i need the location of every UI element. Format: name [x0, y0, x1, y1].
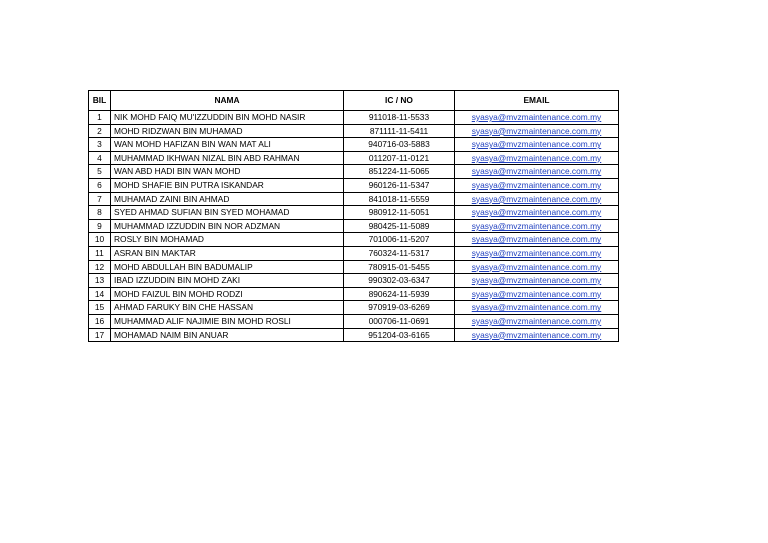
staff-table — [88, 90, 619, 342]
email-link[interactable]: syasya@mvzmaintenance.com.my — [471, 179, 602, 190]
cell-ic: 951204-03-6165 — [344, 328, 455, 342]
email-link[interactable]: syasya@mvzmaintenance.com.my — [471, 166, 602, 177]
cell-email — [455, 260, 619, 274]
cell-email — [455, 151, 619, 165]
cell-ic: 980912-11-5051 — [344, 206, 455, 220]
header-ic: IC / NO — [344, 91, 455, 111]
table-row — [89, 138, 619, 152]
cell-email — [455, 233, 619, 247]
cell-nama: MOHD ABDULLAH BIN BADUMALIP — [111, 260, 344, 274]
header-nama: NAMA — [111, 91, 344, 111]
cell-ic: 940716-03-5883 — [344, 138, 455, 152]
table-row — [89, 314, 619, 328]
cell-ic: 970919-03-6269 — [344, 301, 455, 315]
email-link[interactable]: syasya@mvzmaintenance.com.my — [471, 234, 602, 245]
cell-email — [455, 219, 619, 233]
table-row — [89, 233, 619, 247]
cell-ic: 780915-01-5455 — [344, 260, 455, 274]
cell-nama: MOHD SHAFIE BIN PUTRA ISKANDAR — [111, 178, 344, 192]
cell-email — [455, 274, 619, 288]
cell-ic: 701006-11-5207 — [344, 233, 455, 247]
table-row — [89, 246, 619, 260]
cell-nama: ROSLY BIN MOHAMAD — [111, 233, 344, 247]
cell-nama: SYED AHMAD SUFIAN BIN SYED MOHAMAD — [111, 206, 344, 220]
cell-ic: 890624-11-5939 — [344, 287, 455, 301]
email-link[interactable]: syasya@mvzmaintenance.com.my — [471, 315, 602, 326]
cell-email — [455, 165, 619, 179]
cell-bil: 1 — [89, 111, 111, 125]
cell-bil: 2 — [89, 124, 111, 138]
table-row — [89, 260, 619, 274]
cell-email — [455, 328, 619, 342]
cell-email — [455, 206, 619, 220]
spreadsheet-page — [88, 90, 619, 342]
header-bil: BIL — [89, 91, 111, 111]
cell-nama: NIK MOHD FAIQ MU'IZZUDDIN BIN MOHD NASIR — [111, 111, 344, 125]
cell-nama: MUHAMMAD IZZUDDIN BIN NOR ADZMAN — [111, 219, 344, 233]
table-row — [89, 219, 619, 233]
cell-bil: 11 — [89, 246, 111, 260]
header-email: EMAIL — [455, 91, 619, 111]
table-header-row — [89, 91, 619, 111]
email-link[interactable]: syasya@mvzmaintenance.com.my — [471, 288, 602, 299]
cell-ic: 990302-03-6347 — [344, 274, 455, 288]
cell-email — [455, 246, 619, 260]
cell-email — [455, 192, 619, 206]
cell-bil: 15 — [89, 301, 111, 315]
cell-ic: 841018-11-5559 — [344, 192, 455, 206]
email-link[interactable]: syasya@mvzmaintenance.com.my — [471, 329, 602, 340]
table-row — [89, 178, 619, 192]
cell-bil: 3 — [89, 138, 111, 152]
cell-email — [455, 111, 619, 125]
cell-ic: 980425-11-5089 — [344, 219, 455, 233]
email-link[interactable]: syasya@mvzmaintenance.com.my — [471, 112, 602, 122]
cell-email — [455, 287, 619, 301]
cell-nama: ASRAN BIN MAKTAR — [111, 246, 344, 260]
cell-ic: 011207-11-0121 — [344, 151, 455, 165]
cell-nama: AHMAD FARUKY BIN CHE HASSAN — [111, 301, 344, 315]
table-body — [89, 111, 619, 342]
cell-nama: MUHAMMAD ALIF NAJIMIE BIN MOHD ROSLI — [111, 314, 344, 328]
cell-bil: 17 — [89, 328, 111, 342]
table-row — [89, 301, 619, 315]
email-link[interactable]: syasya@mvzmaintenance.com.my — [471, 139, 602, 150]
cell-bil: 9 — [89, 219, 111, 233]
table-row — [89, 287, 619, 301]
cell-ic: 000706-11-0691 — [344, 314, 455, 328]
cell-bil: 14 — [89, 287, 111, 301]
cell-ic: 960126-11-5347 — [344, 178, 455, 192]
email-link[interactable]: syasya@mvzmaintenance.com.my — [471, 207, 602, 218]
cell-email — [455, 314, 619, 328]
email-link[interactable]: syasya@mvzmaintenance.com.my — [471, 247, 602, 258]
cell-nama: MUHAMAD ZAINI BIN AHMAD — [111, 192, 344, 206]
cell-bil: 10 — [89, 233, 111, 247]
email-link[interactable]: syasya@mvzmaintenance.com.my — [471, 261, 602, 272]
table-row — [89, 206, 619, 220]
cell-email — [455, 124, 619, 138]
cell-ic: 851224-11-5065 — [344, 165, 455, 179]
table-row — [89, 124, 619, 138]
cell-bil: 12 — [89, 260, 111, 274]
cell-bil: 16 — [89, 314, 111, 328]
email-link[interactable]: syasya@mvzmaintenance.com.my — [471, 302, 602, 313]
cell-bil: 8 — [89, 206, 111, 220]
email-link[interactable]: syasya@mvzmaintenance.com.my — [471, 193, 602, 204]
cell-nama: IBAD IZZUDDIN BIN MOHD ZAKI — [111, 274, 344, 288]
table-row — [89, 192, 619, 206]
cell-email — [455, 138, 619, 152]
cell-nama: MOHAMAD NAIM BIN ANUAR — [111, 328, 344, 342]
email-link[interactable]: syasya@mvzmaintenance.com.my — [471, 220, 602, 231]
cell-bil: 5 — [89, 165, 111, 179]
email-link[interactable]: syasya@mvzmaintenance.com.my — [471, 152, 602, 163]
cell-nama: MUHAMMAD IKHWAN NIZAL BIN ABD RAHMAN — [111, 151, 344, 165]
cell-bil: 13 — [89, 274, 111, 288]
email-link[interactable]: syasya@mvzmaintenance.com.my — [471, 125, 602, 136]
table-row — [89, 328, 619, 342]
cell-bil: 7 — [89, 192, 111, 206]
cell-email — [455, 178, 619, 192]
cell-bil: 4 — [89, 151, 111, 165]
cell-nama: MOHD FAIZUL BIN MOHD RODZI — [111, 287, 344, 301]
cell-ic: 871111-11-5411 — [344, 124, 455, 138]
cell-ic: 760324-11-5317 — [344, 246, 455, 260]
cell-nama: WAN MOHD HAFIZAN BIN WAN MAT ALI — [111, 138, 344, 152]
cell-nama: MOHD RIDZWAN BIN MUHAMAD — [111, 124, 344, 138]
email-link[interactable]: syasya@mvzmaintenance.com.my — [471, 275, 602, 286]
table-row — [89, 165, 619, 179]
table-row — [89, 274, 619, 288]
cell-email — [455, 301, 619, 315]
cell-nama: WAN ABD HADI BIN WAN MOHD — [111, 165, 344, 179]
cell-bil: 6 — [89, 178, 111, 192]
table-row — [89, 111, 619, 125]
table-row — [89, 151, 619, 165]
cell-ic: 911018-11-5533 — [344, 111, 455, 125]
